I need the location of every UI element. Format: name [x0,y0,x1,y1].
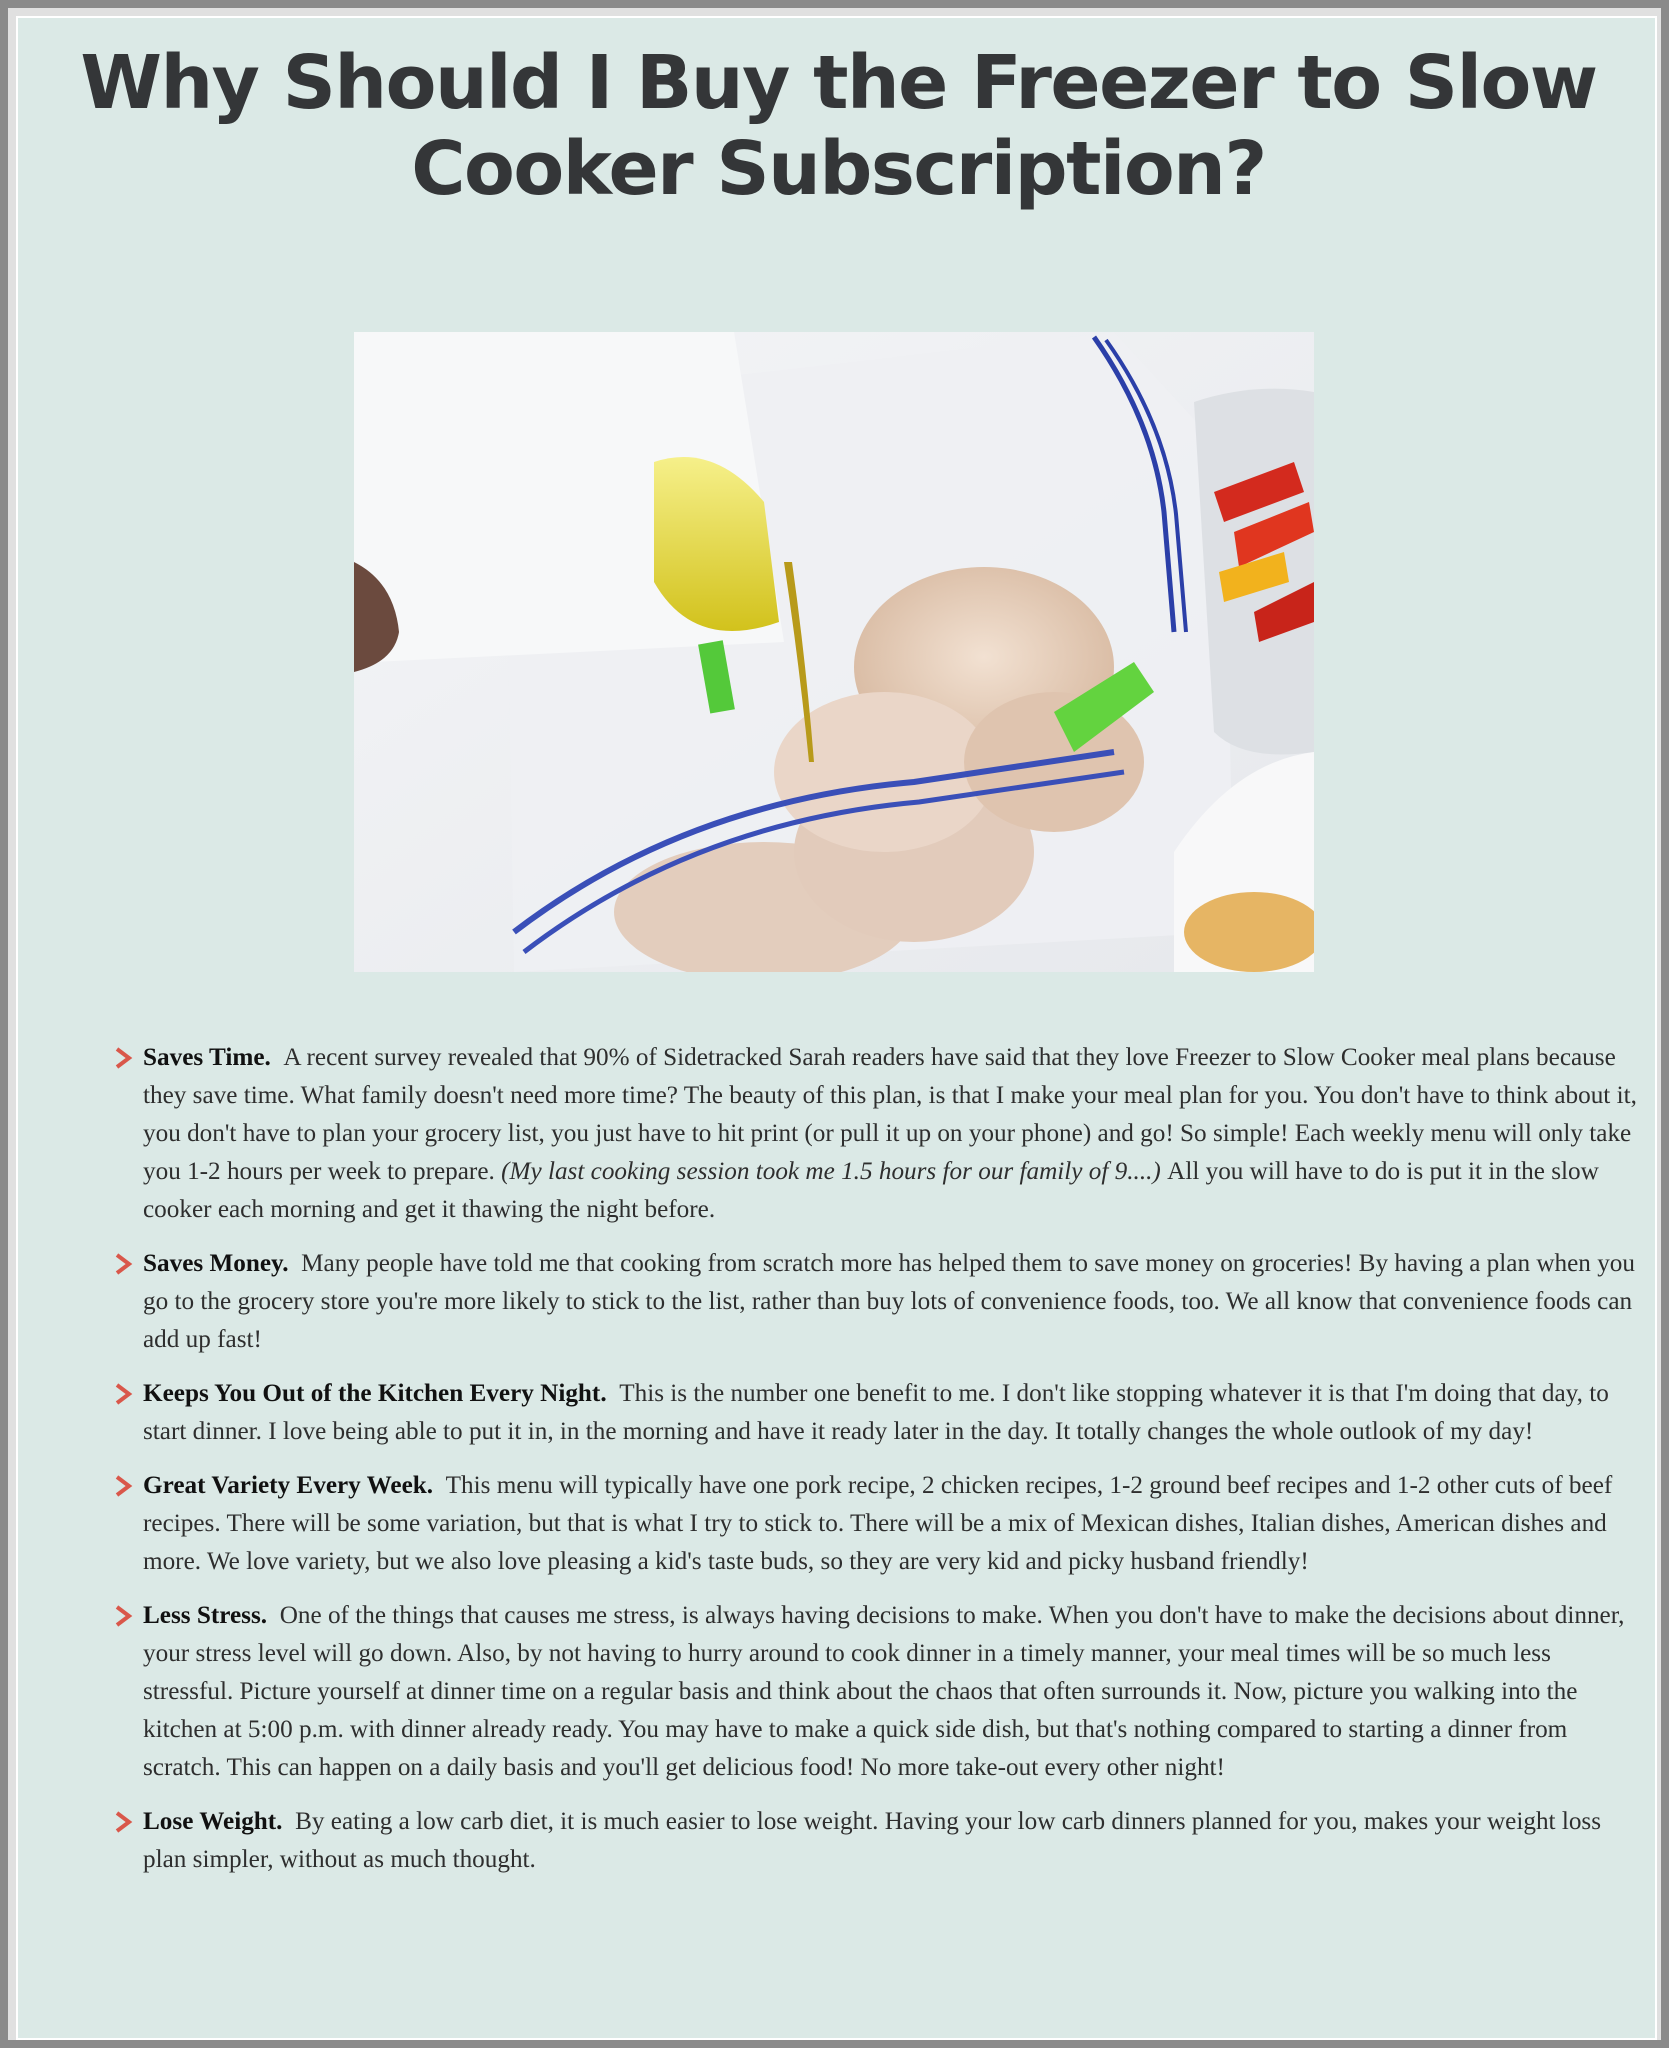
chevron-right-icon [113,1383,133,1405]
benefit-text: This menu will typically have one pork recipe, 2 chicken recipes, 1-2 ground beef recipes and 1-2 other cuts of beef recipes. There will be some variation, but that is what I try to stick to. There will be a mix of Mexican dishes, Italian dishes, American dishes and more. We love variety, but we also love pleasing a kid's taste buds, so they are very kid and picky husband friendly! [143,1472,1613,1575]
benefit-title: Less Stress. [143,1602,268,1629]
benefit-title: Saves Money. [143,1250,289,1277]
benefit-text: This is the number one benefit to me. I don't like stopping whatever it is that I'm doing that day, to start dinner. I love being able to put it in, in the morning and have it ready later in the day. It totally changes the whole outlook of my day! [143,1380,1609,1445]
chevron-right-icon [113,1475,133,1497]
hero-photo [354,332,1314,972]
chevron-right-icon [113,1605,133,1627]
list-item-out-of-kitchen [113,1375,1643,1451]
benefit-italic-note: (My last cooking session took me 1.5 hours for our family of 9....) [501,1158,1161,1185]
content-panel [16,16,1657,2040]
benefit-text: One of the things that causes me stress, is always having decisions to make. When you don't have to make the decisions about dinner, your stress level will go down. Also, by not having to hurry around to cook dinner in a timely manner, your meal times will be so much less stressful. Picture yourself at dinner time on a regular basis and think about the chaos that often surrounds it. Now, picture you walking into the kitchen at 5:00 p.m. with dinner already ready. You may have to make a quick side dish, but that's nothing compared to starting a dinner from scratch. This can happen on a daily basis and you'll get delicious food! No more take-out every other night! [143,1602,1625,1781]
benefit-title: Saves Time. [143,1044,271,1071]
list-item-lose-weight [113,1803,1643,1879]
benefit-text: Many people have told me that cooking from scratch more has helped them to save money on groceries! By having a plan when you go to the grocery store you're more likely to stick to the list, rather than buy lots of convenience foods, too. We all know that convenience foods can add up fast! [143,1250,1635,1353]
benefit-text: By eating a low carb diet, it is much easier to lose weight. Having your low carb dinners planned for you, makes your weight loss plan simpler, without as much thought. [143,1808,1602,1873]
chevron-right-icon [113,1811,133,1833]
list-item-saves-money [113,1245,1643,1359]
chevron-right-icon [113,1047,133,1069]
benefit-text-continued: All you will have to do is put it in the slow cooker each morning and get it thawing the night before. [143,1158,1599,1223]
chevron-right-icon [113,1253,133,1275]
list-item-great-variety [113,1467,1643,1581]
benefit-title: Great Variety Every Week. [143,1472,434,1499]
benefit-title: Lose Weight. [143,1808,283,1835]
benefit-title: Keeps You Out of the Kitchen Every Night. [143,1380,607,1407]
page-title: Why Should I Buy the Freezer to Slow Cooker Subscription? [80,40,1597,212]
benefits-list [113,1039,1643,1895]
photo-illustration [354,332,1314,972]
benefit-text: A recent survey revealed that 90% of Sidetracked Sarah readers have said that they love Freezer to Slow Cooker meal plans because they save time. What family doesn't need more time? The beauty of this plan, is that I make your meal plan for you. You don't have to think about it, you don't have to plan your grocery list, you just have to hit print (or pull it up on your phone) and go! So simple! Each weekly menu will only take you 1-2 hours per week to prepare. [143,1044,1637,1185]
list-item-saves-time [113,1039,1643,1229]
list-item-less-stress [113,1597,1643,1787]
